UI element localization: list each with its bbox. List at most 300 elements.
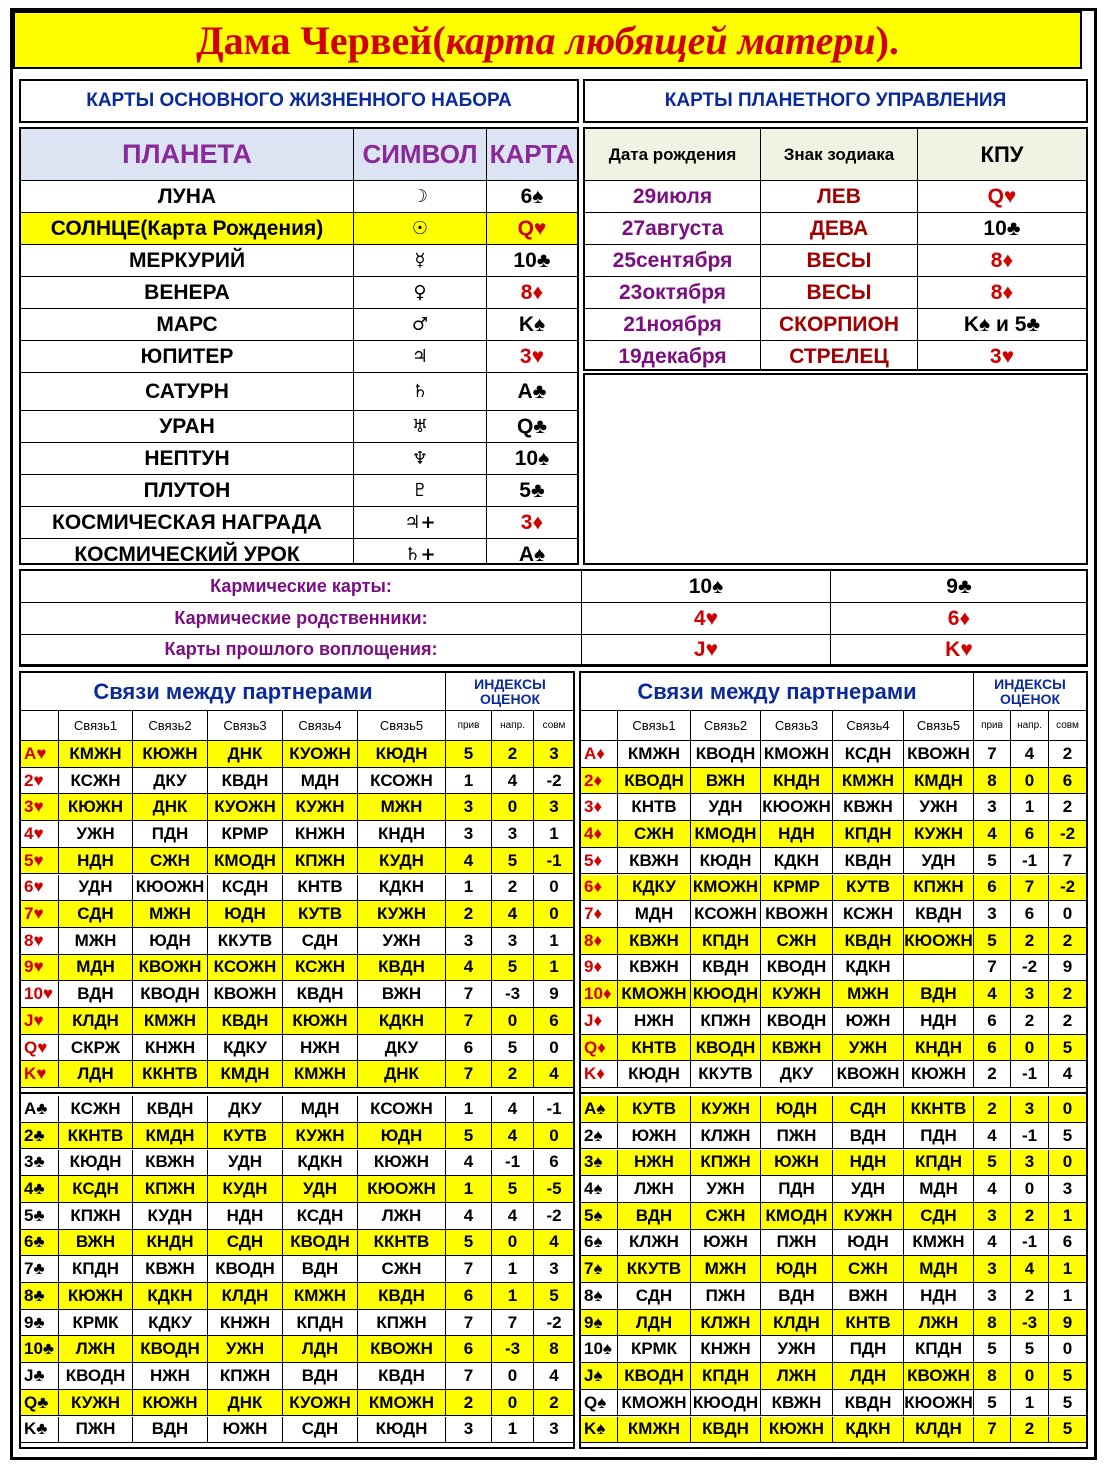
index-value: 2 <box>1049 741 1086 768</box>
link-value: ЛЖН <box>358 1203 446 1230</box>
index-value: 3 <box>974 901 1011 928</box>
index-value: -2 <box>534 768 574 795</box>
link-value: КМОДН <box>691 821 761 848</box>
row-card: 8♠ <box>581 1283 618 1310</box>
link-column-header: Связь2 <box>133 711 208 741</box>
planet-table <box>19 127 579 565</box>
index-value: 5 <box>446 1230 492 1257</box>
planet-name: САТУРН <box>21 373 354 411</box>
link-value: СДН <box>904 1203 974 1230</box>
index-value: 8 <box>974 1363 1011 1390</box>
link-value: КМДН <box>208 1061 283 1088</box>
link-value: ДНК <box>358 1061 446 1088</box>
link-value: ККНТВ <box>904 1096 974 1123</box>
link-value: КВОДН <box>691 741 761 768</box>
link-value: КУЖН <box>283 794 358 821</box>
planet-card: 5♣ <box>487 475 577 507</box>
index-value: 1 <box>534 821 574 848</box>
planet-column-planet: ПЛАНЕТА <box>21 129 354 181</box>
link-value: ККНТВ <box>59 1123 133 1150</box>
link-value: КМОДН <box>208 848 283 875</box>
index-title: ИНДЕКСЫ ОЦЕНОК <box>974 673 1086 711</box>
index-value: 1 <box>446 875 492 902</box>
link-value: УДН <box>833 1176 904 1203</box>
index-value: -2 <box>1049 821 1086 848</box>
link-value: ЛДН <box>283 1336 358 1363</box>
row-card: 5♦ <box>581 848 618 875</box>
link-value: УЖН <box>833 1035 904 1062</box>
link-value: ДКУ <box>358 1035 446 1062</box>
index-value: 2 <box>974 1061 1011 1088</box>
kpu-sign: СКОРПИОН <box>761 309 918 341</box>
link-value: ЮЖН <box>618 1123 691 1150</box>
link-value: КМЖН <box>133 1008 208 1035</box>
row-card: 2♦ <box>581 768 618 795</box>
index-value: 6 <box>1011 901 1049 928</box>
link-value: КУТВ <box>208 1123 283 1150</box>
index-value: 1 <box>534 928 574 955</box>
link-value: НДН <box>904 1283 974 1310</box>
index-value: 5 <box>1049 1390 1086 1417</box>
row-card: 3♣ <box>21 1150 59 1177</box>
link-value: МДН <box>904 1256 974 1283</box>
index-value: 5 <box>492 848 534 875</box>
row-card: 5♣ <box>21 1203 59 1230</box>
link-value: КМОЖН <box>618 981 691 1008</box>
link-value: КВЖН <box>618 928 691 955</box>
link-column-header: Связь3 <box>208 711 283 741</box>
index-value: 8 <box>974 1310 1011 1337</box>
index-value: 9 <box>534 981 574 1008</box>
link-value: СЖН <box>358 1256 446 1283</box>
link-value: ЛЖН <box>904 1310 974 1337</box>
karmic-label: Карты прошлого воплощения: <box>21 635 582 665</box>
link-value: КУОЖН <box>283 741 358 768</box>
index-value: 1 <box>1049 1256 1086 1283</box>
index-value: 0 <box>534 901 574 928</box>
index-value: 6 <box>534 1008 574 1035</box>
row-card: K♠ <box>581 1417 618 1444</box>
planet-card: Q♣ <box>487 411 577 443</box>
index-value: 6 <box>534 1150 574 1177</box>
link-value: КВОДН <box>691 1035 761 1062</box>
link-value: КНДН <box>761 768 833 795</box>
link-value: КПЖН <box>691 1008 761 1035</box>
link-value: КСЖН <box>833 901 904 928</box>
row-card: 3♥ <box>21 794 59 821</box>
link-value: МЖН <box>833 981 904 1008</box>
link-value: НДН <box>59 848 133 875</box>
link-column-header: Связь5 <box>358 711 446 741</box>
index-value: 2 <box>1049 794 1086 821</box>
link-value: КПДН <box>691 1363 761 1390</box>
row-card: 7♦ <box>581 901 618 928</box>
karmic-card-1: 4♥ <box>582 603 831 635</box>
row-card: J♦ <box>581 1008 618 1035</box>
row-card: J♠ <box>581 1363 618 1390</box>
link-value: КЛДН <box>904 1417 974 1444</box>
index-value: 8 <box>974 768 1011 795</box>
row-card: 3♠ <box>581 1150 618 1177</box>
link-value: КУЖН <box>283 1123 358 1150</box>
link-value: КНЖН <box>133 1035 208 1062</box>
link-value: КВЖН <box>133 1256 208 1283</box>
index-value: 4 <box>446 1150 492 1177</box>
link-value: ККУТВ <box>691 1061 761 1088</box>
row-card: Q♦ <box>581 1035 618 1062</box>
link-value: КНДН <box>904 1035 974 1062</box>
index-value: 4 <box>974 1230 1011 1257</box>
index-value: 1 <box>1011 1390 1049 1417</box>
link-value: КВОЖН <box>761 901 833 928</box>
link-value: КПДН <box>904 1150 974 1177</box>
index-value: 7 <box>1011 875 1049 902</box>
link-value: КЮЖН <box>283 1008 358 1035</box>
planet-name: УРАН <box>21 411 354 443</box>
link-value: УЖН <box>59 821 133 848</box>
link-value: КМЖН <box>59 741 133 768</box>
planet-name: СОЛНЦЕ(Карта Рождения) <box>21 213 354 245</box>
index-value: 3 <box>1011 981 1049 1008</box>
link-value: КНТВ <box>618 794 691 821</box>
row-card: 9♣ <box>21 1310 59 1337</box>
index-value: 1 <box>446 1096 492 1123</box>
link-value: КМЖН <box>618 1417 691 1444</box>
karmic-card-2: 9♣ <box>831 571 1087 603</box>
index-value: 2 <box>446 1390 492 1417</box>
index-value: 2 <box>1011 928 1049 955</box>
link-column-header: Связь5 <box>904 711 974 741</box>
link-value: СКРЖ <box>59 1035 133 1062</box>
link-value: КМЖН <box>283 1283 358 1310</box>
index-value: -1 <box>492 1150 534 1177</box>
row-card: 7♣ <box>21 1256 59 1283</box>
planet-card: 10♠ <box>487 443 577 475</box>
index-value: -2 <box>534 1203 574 1230</box>
link-value: КУДН <box>358 848 446 875</box>
planet-column-symbol: СИМВОЛ <box>354 129 487 181</box>
link-value: КСОЖН <box>208 955 283 982</box>
index-value: 6 <box>446 1035 492 1062</box>
link-value: КУТВ <box>283 901 358 928</box>
row-card: 2♠ <box>581 1123 618 1150</box>
planet-symbol: ♄ <box>354 373 487 411</box>
link-value: СЖН <box>833 1256 904 1283</box>
kpu-sign: ВЕСЫ <box>761 245 918 277</box>
link-value: ВЖН <box>59 1230 133 1257</box>
index-value: 0 <box>492 1008 534 1035</box>
index-value: 2 <box>492 741 534 768</box>
kpu-column-date: Дата рождения <box>585 129 761 181</box>
link-value: ПЖН <box>59 1417 133 1444</box>
planet-card: 10♣ <box>487 245 577 277</box>
link-value: КРМР <box>761 875 833 902</box>
row-card: A♠ <box>581 1096 618 1123</box>
link-value: КНЖН <box>283 821 358 848</box>
link-value: ДКУ <box>208 1096 283 1123</box>
link-value: НЖН <box>283 1035 358 1062</box>
kpu-column-sign: Знак зодиака <box>761 129 918 181</box>
karmic-card-1: J♥ <box>582 635 831 665</box>
index-value: 5 <box>1049 1123 1086 1150</box>
link-value: НДН <box>904 1008 974 1035</box>
link-value: КЛЖН <box>691 1123 761 1150</box>
index-value: 9 <box>1049 1310 1086 1337</box>
link-value: ЛЖН <box>618 1176 691 1203</box>
link-value: КУДН <box>208 1176 283 1203</box>
planet-symbol: ♆ <box>354 443 487 475</box>
index-value: -1 <box>534 848 574 875</box>
planet-card: 3♥ <box>487 341 577 373</box>
index-value: 5 <box>974 1390 1011 1417</box>
link-value: УЖН <box>691 1176 761 1203</box>
link-value: ВЖН <box>691 768 761 795</box>
index-column-header: совм <box>534 711 574 741</box>
empty-panel <box>583 373 1088 565</box>
life-set-header-label: КАРТЫ ОСНОВНОГО ЖИЗНЕННОГО НАБОРА <box>86 90 512 111</box>
link-value: КПЖН <box>133 1176 208 1203</box>
link-value: УДН <box>904 848 974 875</box>
planet-card: 3♦ <box>487 507 577 539</box>
link-value: КЮОЖН <box>358 1176 446 1203</box>
link-value: КДКН <box>358 875 446 902</box>
index-value: -3 <box>492 1336 534 1363</box>
link-value: КСДН <box>208 875 283 902</box>
kpu-sign: ВЕСЫ <box>761 277 918 309</box>
index-value: 0 <box>1011 1176 1049 1203</box>
link-value: КВЖН <box>618 848 691 875</box>
index-value: 6 <box>974 875 1011 902</box>
karmic-label: Кармические карты: <box>21 571 582 603</box>
link-value <box>904 955 974 982</box>
index-value: 4 <box>446 955 492 982</box>
link-value: КЮОЖН <box>133 875 208 902</box>
link-value: ПДН <box>833 1336 904 1363</box>
link-value: КЮОЖН <box>761 794 833 821</box>
link-value: КВОДН <box>133 1336 208 1363</box>
index-value: -3 <box>1011 1310 1049 1337</box>
index-value: 1 <box>492 1283 534 1310</box>
link-value: КЮДН <box>358 741 446 768</box>
link-value: ККНТВ <box>358 1230 446 1257</box>
link-value: ПЖН <box>691 1283 761 1310</box>
row-card: 3♦ <box>581 794 618 821</box>
link-column-header: Связь3 <box>761 711 833 741</box>
index-value: 2 <box>492 875 534 902</box>
row-card: 7♠ <box>581 1256 618 1283</box>
kpu-card: 8♦ <box>918 277 1086 309</box>
index-value: 5 <box>492 1035 534 1062</box>
index-value: 0 <box>1011 1363 1049 1390</box>
section-divider <box>581 1088 1086 1094</box>
row-card: 10♥ <box>21 981 59 1008</box>
index-value: 2 <box>1049 928 1086 955</box>
row-card: 5♠ <box>581 1203 618 1230</box>
link-column-header: Связь2 <box>691 711 761 741</box>
row-card: 2♥ <box>21 768 59 795</box>
link-value: ВЖН <box>358 981 446 1008</box>
index-value: 5 <box>974 848 1011 875</box>
link-value: КУДН <box>133 1203 208 1230</box>
index-value: 2 <box>534 1390 574 1417</box>
link-value: КВДН <box>358 1283 446 1310</box>
link-value: ЮДН <box>133 928 208 955</box>
link-value: МДН <box>904 1176 974 1203</box>
karmic-table <box>19 569 1088 667</box>
index-value: -1 <box>534 1096 574 1123</box>
link-value: НЖН <box>618 1008 691 1035</box>
link-value: КСДН <box>59 1176 133 1203</box>
planet-symbol: ♃ <box>354 341 487 373</box>
link-value: КДКУ <box>133 1310 208 1337</box>
row-card: 6♥ <box>21 875 59 902</box>
index-value: 2 <box>1011 1203 1049 1230</box>
link-value: ПЖН <box>761 1123 833 1150</box>
index-value: 6 <box>974 1008 1011 1035</box>
index-value: 0 <box>1049 901 1086 928</box>
link-value: СДН <box>59 901 133 928</box>
kpu-date: 21ноября <box>585 309 761 341</box>
kpu-card: 10♣ <box>918 213 1086 245</box>
planetary-rule-header-label: КАРТЫ ПЛАНЕТНОГО УПРАВЛЕНИЯ <box>664 90 1007 111</box>
link-value: СЖН <box>761 928 833 955</box>
link-value: МДН <box>618 901 691 928</box>
row-card: 8♥ <box>21 928 59 955</box>
link-value: КВЖН <box>833 794 904 821</box>
link-value: КПЖН <box>691 1150 761 1177</box>
link-value: КНЖН <box>691 1336 761 1363</box>
index-value: 3 <box>492 928 534 955</box>
link-value: СДН <box>283 1417 358 1444</box>
link-value: КУТВ <box>618 1096 691 1123</box>
kpu-date: 27августа <box>585 213 761 245</box>
link-value: СЖН <box>618 821 691 848</box>
link-value: КВДН <box>833 1390 904 1417</box>
link-value: КМОЖН <box>691 875 761 902</box>
index-value: 7 <box>446 1363 492 1390</box>
link-value: КУТВ <box>833 875 904 902</box>
index-value: 6 <box>446 1283 492 1310</box>
index-value: -2 <box>1049 875 1086 902</box>
karmic-label: Кармические родственники: <box>21 603 582 635</box>
link-value: КЮДН <box>618 1061 691 1088</box>
planet-symbol: ♄+ <box>354 539 487 565</box>
link-value: УЖН <box>208 1336 283 1363</box>
link-value: КМЖН <box>618 741 691 768</box>
karmic-card-1: 10♠ <box>582 571 831 603</box>
index-value: 5 <box>446 741 492 768</box>
row-card: 10♣ <box>21 1336 59 1363</box>
link-value: ЛЖН <box>761 1363 833 1390</box>
row-card: 8♦ <box>581 928 618 955</box>
link-value: УДН <box>691 794 761 821</box>
kpu-card: Q♥ <box>918 181 1086 213</box>
link-value: КЮОЖН <box>904 928 974 955</box>
link-value: КСОЖН <box>358 1096 446 1123</box>
title-main: Дама Червей <box>196 17 433 63</box>
index-column-header: совм <box>1049 711 1086 741</box>
planet-name: ПЛУТОН <box>21 475 354 507</box>
index-value: 5 <box>974 1150 1011 1177</box>
link-value: ДНК <box>208 741 283 768</box>
link-value: КДКН <box>761 848 833 875</box>
index-column-header: прив <box>974 711 1011 741</box>
index-value: 0 <box>534 1035 574 1062</box>
link-value: КПЖН <box>208 1363 283 1390</box>
link-value: ДНК <box>208 1390 283 1417</box>
link-value: КЛДН <box>208 1283 283 1310</box>
link-value: КУЖН <box>833 1203 904 1230</box>
planet-name: ВЕНЕРА <box>21 277 354 309</box>
link-value: НЖН <box>618 1150 691 1177</box>
link-value: ЛДН <box>59 1061 133 1088</box>
link-value: КВОДН <box>618 768 691 795</box>
row-card: Q♠ <box>581 1390 618 1417</box>
link-value: КВЖН <box>133 1150 208 1177</box>
link-value: КВДН <box>358 955 446 982</box>
link-value: ВДН <box>904 981 974 1008</box>
row-card: K♣ <box>21 1417 59 1444</box>
row-card: 5♥ <box>21 848 59 875</box>
kpu-card: K♠ и 5♣ <box>918 309 1086 341</box>
link-value: МЖН <box>358 794 446 821</box>
planet-name: ЛУНА <box>21 181 354 213</box>
life-set-header <box>19 79 579 123</box>
index-value: 7 <box>974 741 1011 768</box>
link-value: КВОЖН <box>358 1336 446 1363</box>
index-value: 2 <box>974 1096 1011 1123</box>
row-card: 2♣ <box>21 1123 59 1150</box>
link-value: ВДН <box>283 1256 358 1283</box>
index-value: 4 <box>492 901 534 928</box>
link-value: КЮДН <box>691 848 761 875</box>
link-value: КНТВ <box>833 1310 904 1337</box>
link-value: КВОДН <box>59 1363 133 1390</box>
index-value: 6 <box>974 1035 1011 1062</box>
index-value: 1 <box>1049 1283 1086 1310</box>
link-value: КВОЖН <box>833 1061 904 1088</box>
kpu-sign: ЛЕВ <box>761 181 918 213</box>
index-value: 5 <box>534 1283 574 1310</box>
index-value: 7 <box>492 1310 534 1337</box>
link-value: ВДН <box>133 1417 208 1444</box>
index-value: -1 <box>1011 1061 1049 1088</box>
index-value: 3 <box>534 1417 574 1444</box>
index-value: 2 <box>1011 1008 1049 1035</box>
link-value: КМЖН <box>283 1061 358 1088</box>
index-value: 3 <box>446 821 492 848</box>
link-value: КМЖН <box>833 768 904 795</box>
kpu-card: 3♥ <box>918 341 1086 371</box>
index-value: 4 <box>492 768 534 795</box>
index-value: 0 <box>1049 1336 1086 1363</box>
link-value: КВОДН <box>283 1230 358 1257</box>
planet-symbol: ♂ <box>354 309 487 341</box>
link-value: ВДН <box>283 1363 358 1390</box>
index-value: 7 <box>1049 848 1086 875</box>
link-value: КУОЖН <box>283 1390 358 1417</box>
link-value: ДКУ <box>761 1061 833 1088</box>
link-value: ЮДН <box>761 1096 833 1123</box>
link-value: ККНТВ <box>133 1061 208 1088</box>
link-value: КПДН <box>904 1336 974 1363</box>
index-value: 4 <box>1049 1061 1086 1088</box>
index-value: 4 <box>492 1203 534 1230</box>
index-value: 4 <box>446 848 492 875</box>
index-value: 7 <box>446 1061 492 1088</box>
title-subtitle: карта любящей матери <box>445 17 876 63</box>
row-card: 9♠ <box>581 1310 618 1337</box>
